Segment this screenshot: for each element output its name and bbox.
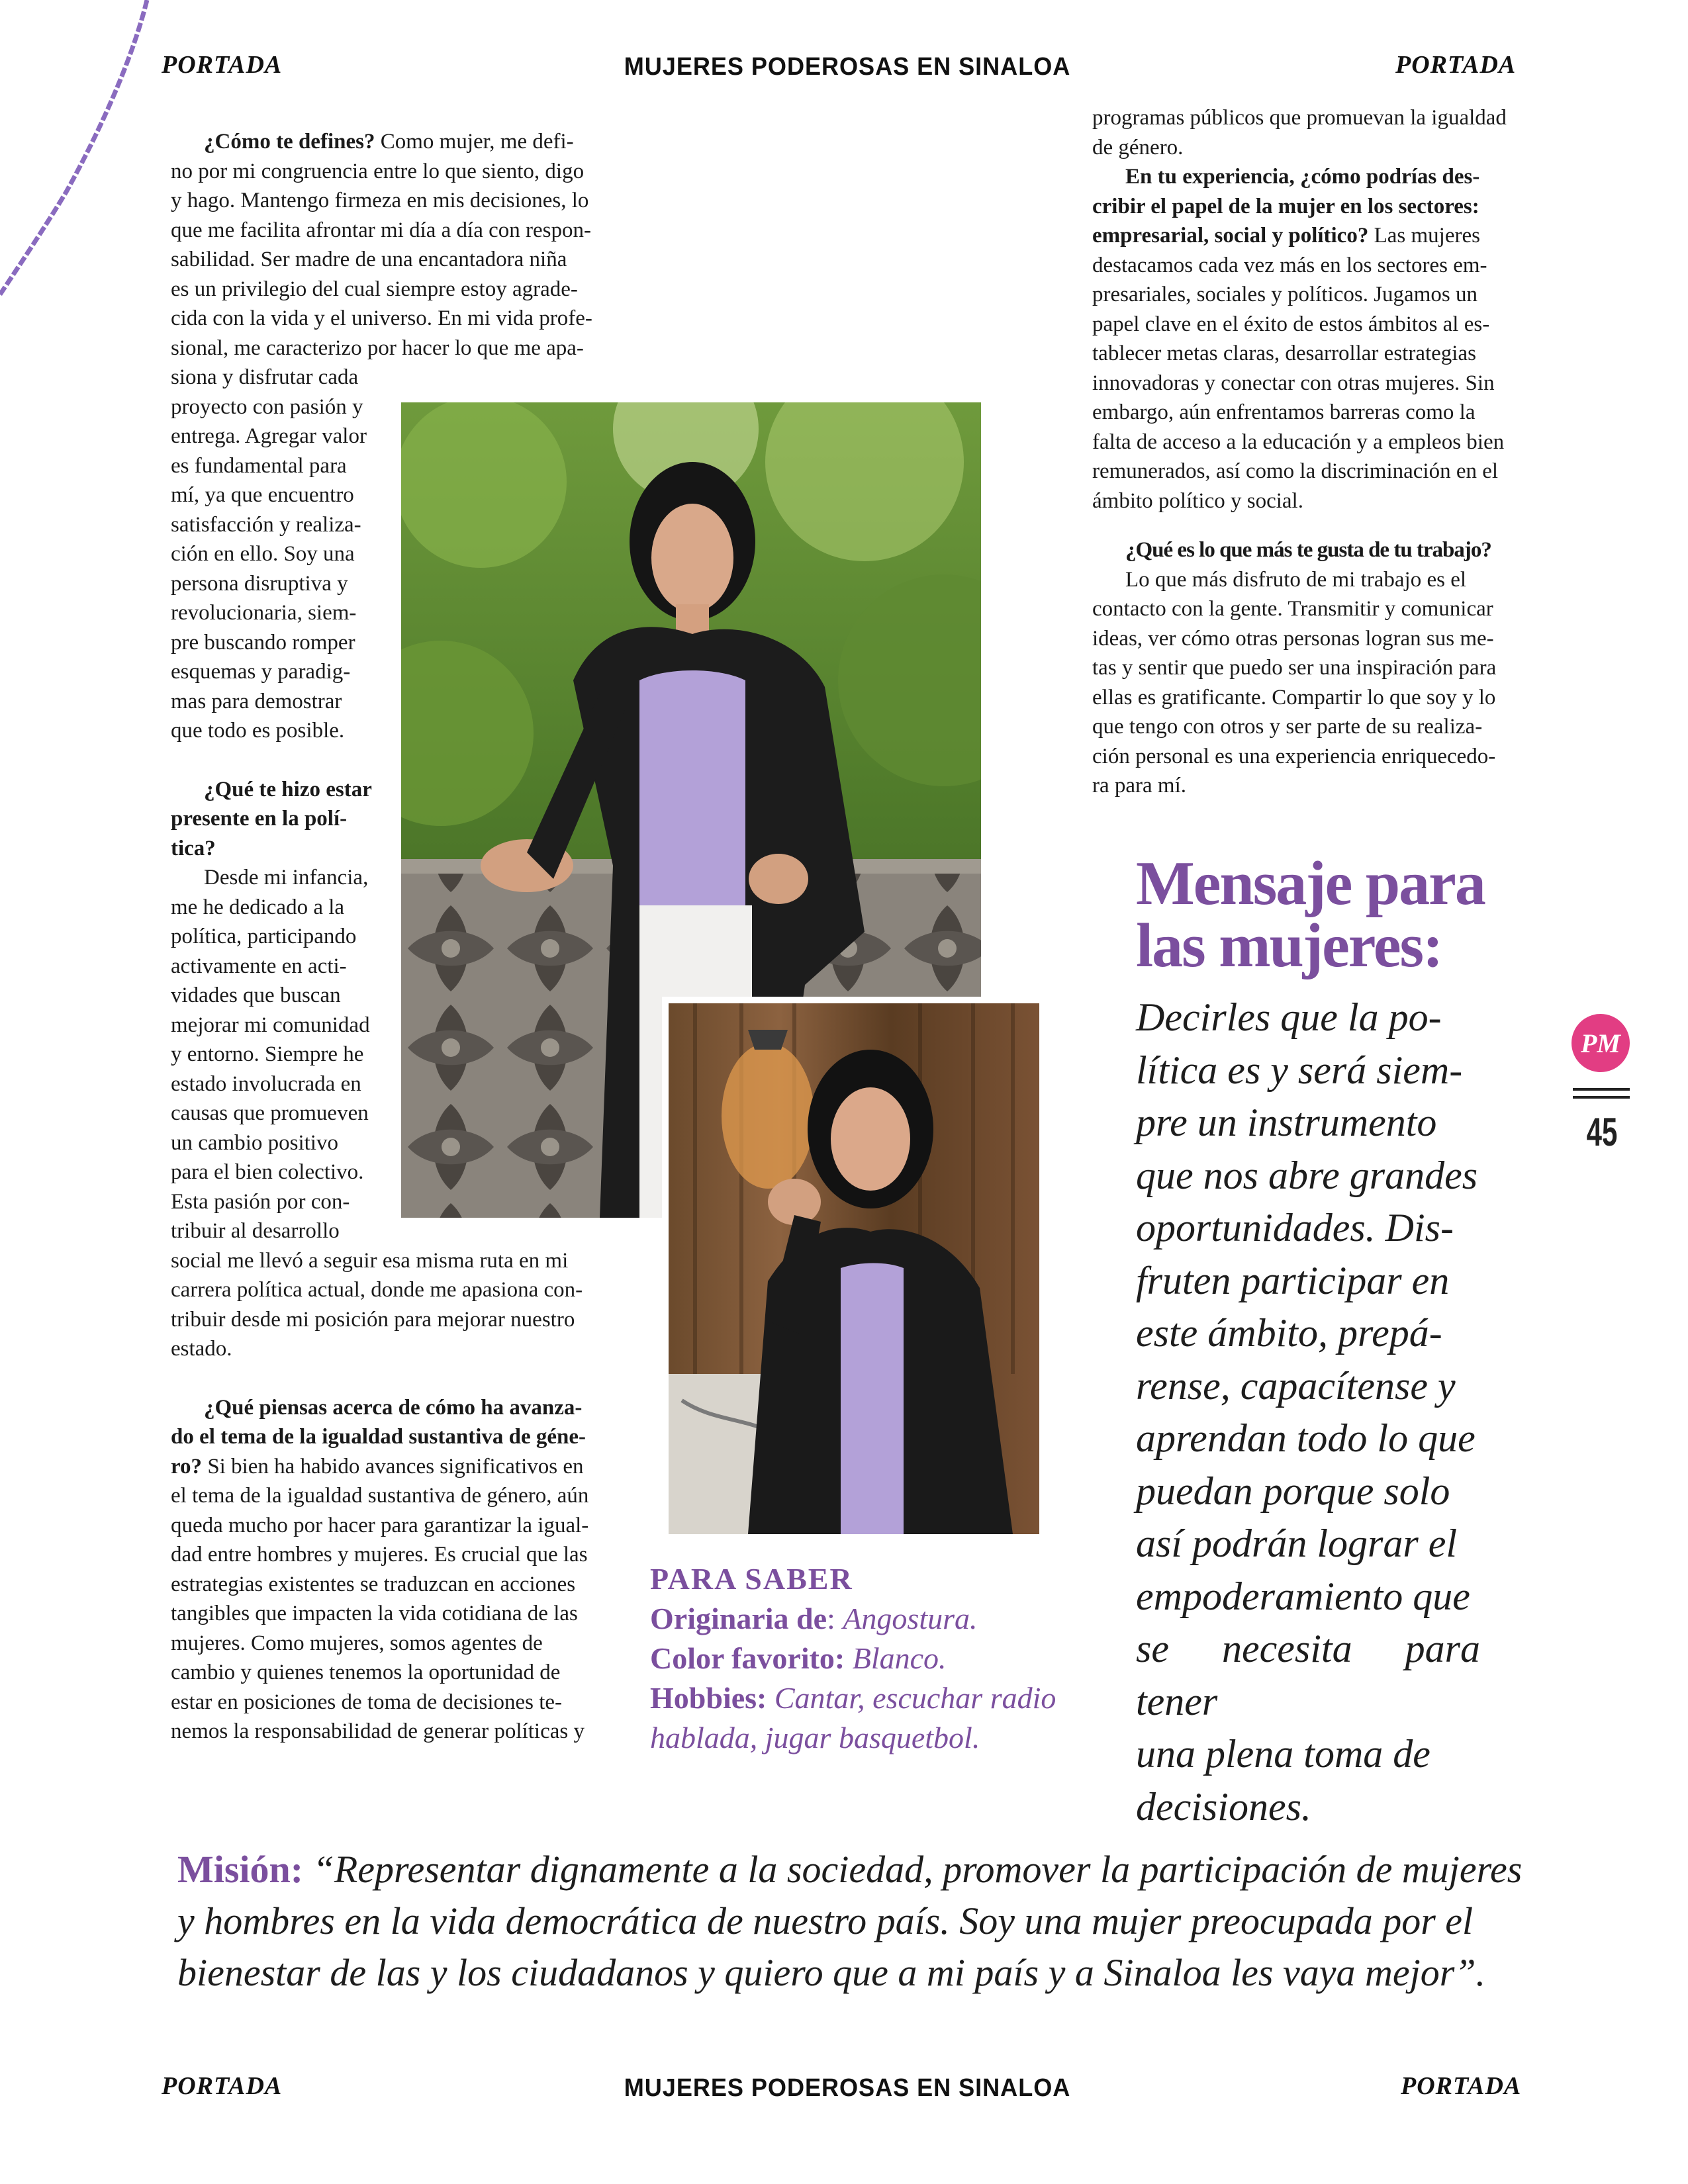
answer-1-line: que me facilita afrontar mi día a día con respon- (171, 218, 591, 242)
answer-4-line: tablecer metas claras, desarrollar estrategias (1092, 341, 1476, 365)
answer-1-line: no por mi congruencia entre lo que siento, digo (171, 159, 585, 183)
answer-1-line: es fundamental para (171, 453, 347, 478)
message-body (1136, 991, 1480, 1833)
answer-3-line: Si bien ha habido avances significativos en (207, 1454, 584, 1479)
message-line: este ámbito, prepá- (1136, 1311, 1442, 1355)
answer-5-line: ideas, ver cómo otras personas logran sus me- (1092, 626, 1494, 651)
answer-1-line: mas para demostrar (171, 689, 342, 713)
answer-5-line: que tengo con otros y ser parte de su realiza- (1092, 715, 1483, 739)
right-top-line: de género. (1092, 135, 1184, 159)
answer-1-line: y hago. Mantengo firmeza en mis decisiones, lo (171, 189, 589, 212)
answer-1-line: sabilidad. Ser madre de una encantadora niña (171, 248, 567, 271)
color-value: Blanco. (852, 1641, 947, 1675)
question-4-line: cribir el papel de la mujer en los sectores: (1092, 194, 1479, 218)
photo-indoor (662, 997, 1046, 1541)
right-column (1092, 103, 1529, 801)
message-line: oportunidades. Dis- (1136, 1206, 1454, 1250)
answer-1-line: Como mujer, me defi- (380, 130, 574, 154)
message-line: empoderamiento que (1136, 1574, 1470, 1618)
message-line: rense, capacítense y (1136, 1363, 1456, 1408)
question-2-line: presente en la polí- (171, 807, 348, 831)
answer-3-line: estar en posiciones de toma de decisiones te- (171, 1690, 563, 1714)
origin-label: Originaria de (650, 1602, 827, 1635)
question-3-line: ro? (171, 1454, 203, 1479)
message-line: se necesita para tener (1136, 1627, 1480, 1723)
footer-left: PORTADA (162, 2072, 283, 2100)
answer-4-line: ámbito político y social. (1092, 488, 1303, 513)
answer-3-line: el tema de la igualdad sustantiva de género, aún (171, 1484, 589, 1508)
para-saber: PARA SABER Originaria de: Angostura. Color favorito: Blanco. Hobbies: Cantar, escuchar radio hablada, jugar basquetbol. (650, 1559, 1087, 1758)
answer-1-line: esquemas y paradig- (171, 660, 351, 684)
mision-line: y hombres en la vida democrática de nuestro país. Soy una mujer preocupada por el (177, 1899, 1474, 1942)
answer-2-line: para el bien colectivo. (171, 1160, 364, 1184)
answer-2-line: y entorno. Siempre he (171, 1042, 364, 1066)
color-label: Color favorito: (650, 1641, 845, 1675)
answer-3-line: mujeres. Como mujeres, somos agentes de (171, 1631, 543, 1655)
answer-1-line: es un privilegio del cual siempre estoy agrade- (171, 277, 578, 301)
footer-center: MUJERES PODEROSAS EN SINALOA (624, 2074, 1071, 2102)
answer-4-line: Las mujeres (1374, 224, 1480, 248)
answer-4-line: falta de acceso a la educación y a empleos bien (1092, 430, 1505, 454)
question-2-line: tica? (171, 836, 216, 860)
header-right: PORTADA (1395, 51, 1517, 79)
mision-line: “Representar dignamente a la sociedad, promover la participación de mujeres (312, 1848, 1523, 1891)
question-5: ¿Qué es lo que más te gusta de tu trabajo? (1125, 538, 1491, 562)
answer-1-line: ción en ello. Soy una (171, 542, 355, 566)
message-title-line: Mensaje para (1136, 849, 1485, 918)
decorative-line (0, 0, 159, 304)
answer-1-line: pre buscando romper (171, 630, 355, 655)
answer-2-line: estado. (171, 1337, 232, 1361)
answer-3-line: estrategias existentes se traduzcan en acciones (171, 1572, 576, 1596)
answer-4-line: presariales, sociales y políticos. Jugamos un (1092, 283, 1477, 306)
message-line: lítica es y será siem- (1136, 1048, 1463, 1092)
answer-2-line: carrera política actual, donde me apasiona con- (171, 1278, 583, 1302)
question-3-line: ¿Qué piensas acerca de cómo ha avanza- (204, 1395, 583, 1420)
answer-2-line: causas que promueven (171, 1101, 369, 1125)
question-4-line: En tu experiencia, ¿cómo podrías des- (1125, 165, 1480, 189)
message-line: así podrán lograr el (1136, 1522, 1458, 1565)
answer-2-line: tribuir desde mi posición para mejorar nuestro (171, 1307, 575, 1332)
answer-1-line: entrega. Agregar valor (171, 424, 367, 448)
answer-1-line: persona disruptiva y (171, 571, 348, 596)
answer-5-line: ción personal es una experiencia enriquecedo- (1092, 744, 1496, 768)
divider (1573, 1096, 1630, 1099)
message-line: pre un instrumento (1136, 1101, 1437, 1144)
answer-2-line: social me llevó a seguir esa misma ruta en mi (171, 1248, 569, 1273)
answer-2-line: estado involucrada en (171, 1071, 361, 1096)
mision-line: bienestar de las y los ciudadanos y quiero que a mi país y a Sinaloa les vaya mejor”. (177, 1951, 1486, 1994)
header-center: MUJERES PODEROSAS EN SINALOA (624, 53, 1071, 81)
message-line: Decirles que la po- (1136, 995, 1442, 1039)
answer-5-line: ra para mí. (1092, 774, 1187, 797)
answer-2-line: Esta pasión por con- (171, 1189, 350, 1214)
answer-3-line: dad entre hombres y mujeres. Es crucial que las (171, 1543, 588, 1567)
answer-5-line: contacto con la gente. Transmitir y comunicar (1092, 597, 1493, 621)
divider (1573, 1088, 1630, 1091)
question-4-line: empresarial, social y político? (1092, 224, 1369, 248)
answer-2-line: vidades que buscan (171, 983, 341, 1007)
page-number: 45 (1586, 1110, 1618, 1154)
answer-5-line: ellas es gratificante. Compartir lo que soy y lo (1092, 685, 1496, 709)
answer-1-line: sional, me caracterizo por hacer lo que me apa- (171, 336, 584, 360)
hobbies-label: Hobbies: (650, 1681, 767, 1715)
answer-1-line: revolucionaria, siem- (171, 601, 357, 625)
answer-3-line: nemos la responsabilidad de generar políticas y (171, 1719, 585, 1743)
message-line: que nos abre grandes (1136, 1153, 1478, 1197)
question-2-line: ¿Qué te hizo estar (204, 777, 372, 801)
hobbies-value: Cantar, escuchar radio (774, 1681, 1056, 1715)
answer-4-line: destacamos cada vez más en los sectores em- (1092, 253, 1487, 277)
answer-4-line: embargo, aún enfrentamos barreras como la (1092, 400, 1476, 424)
para-saber-title: PARA SABER (650, 1562, 853, 1596)
footer-right: PORTADA (1401, 2072, 1522, 2100)
mision-label: Misión: (177, 1848, 304, 1891)
answer-1-line: proyecto con pasión y (171, 394, 363, 419)
answer-3-line: tangibles que impacten la vida cotidiana de las (171, 1602, 578, 1625)
answer-2-line: mejorar mi comunidad (171, 1013, 370, 1037)
answer-5-line: tas y sentir que puedo ser una inspiración para (1092, 656, 1497, 680)
header-left: PORTADA (162, 51, 283, 79)
message-line: aprendan todo lo que (1136, 1416, 1476, 1460)
message-line: puedan porque solo (1136, 1469, 1450, 1513)
answer-3-line: queda mucho por hacer para garantizar la igual- (171, 1513, 589, 1537)
hobbies-value: hablada, jugar basquetbol. (650, 1721, 980, 1754)
message-line: fruten participar en (1136, 1258, 1450, 1302)
message-line: una plena toma de (1136, 1732, 1430, 1776)
origin-value: Angostura. (843, 1602, 978, 1635)
answer-4-line: papel clave en el éxito de estos ámbitos al es- (1092, 312, 1490, 336)
mision-block (177, 1844, 1568, 1999)
q1-paragraph (171, 127, 602, 157)
answer-2-line: Desde mi infancia, (204, 866, 369, 889)
answer-4-line: innovadoras y conectar con otras mujeres. Sin (1092, 371, 1495, 395)
answer-2-line: me he dedicado a la (171, 895, 345, 919)
pm-badge: PM (1571, 1014, 1630, 1072)
message-block (1136, 849, 1546, 1833)
answer-2-line: política, participando (171, 925, 357, 948)
answer-2-line: tribuir al desarrollo (171, 1219, 340, 1243)
answer-1-line: que todo es posible. (171, 719, 345, 743)
answer-1-line: satisfacción y realiza- (171, 512, 361, 537)
answer-2-line: un cambio positivo (171, 1130, 338, 1155)
right-top-line: programas públicos que promuevan la igualdad (1092, 106, 1507, 130)
answer-3-line: cambio y quienes tenemos la oportunidad de (171, 1661, 561, 1684)
answer-1-line: mí, ya que encuentro (171, 483, 354, 507)
question-3-line: do el tema de la igualdad sustantiva de géne- (171, 1425, 586, 1449)
answer-5-line: Lo que más disfruto de mi trabajo es el (1125, 567, 1467, 592)
answer-4-line: remunerados, así como la discriminación en el (1092, 459, 1499, 483)
message-title-line: las mujeres: (1136, 911, 1442, 980)
answer-2-line: activamente en acti- (171, 954, 347, 978)
answer-1-line: siona y disfrutar cada (171, 365, 359, 389)
question-1: ¿Cómo te defines? (204, 130, 375, 154)
answer-1-line: cida con la vida y el universo. En mi vida profe- (171, 306, 592, 330)
message-line: decisiones. (1136, 1784, 1311, 1829)
